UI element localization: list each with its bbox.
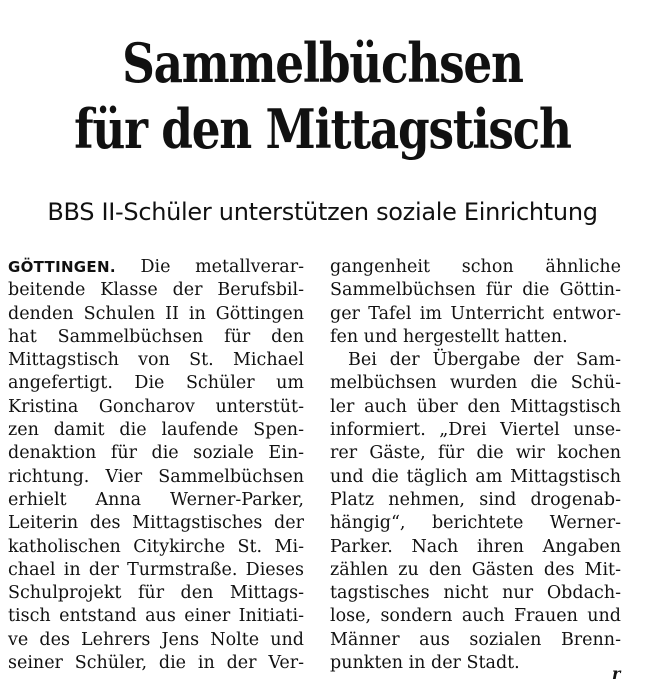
article-line: informiert. „Drei Viertel unse- [330, 420, 621, 441]
headline-line-2: für den Mittagstisch [74, 97, 571, 161]
article-line: Kristina Goncharov unterstüt- [8, 396, 304, 417]
article-line: chael in der Turmstraße. Dieses [8, 559, 304, 580]
article-line: hängig“, berichtete Werner- [330, 513, 621, 534]
headline [52, 30, 594, 162]
article-line: fen und hergestellt hatten. [330, 326, 568, 347]
article-line: lose, sondern auch Frauen und [330, 606, 621, 627]
article-column-left [8, 256, 304, 675]
article-line: ger Tafel im Unterricht entwor- [330, 303, 621, 324]
article-line: katholischen Citykirche St. Mi- [8, 536, 304, 557]
article-line: gangenheit schon ähnliche [330, 257, 621, 277]
dateline: GÖTTINGEN. [8, 258, 116, 276]
author-mark: r [612, 664, 621, 683]
article-line: beitende Klasse der Berufsbil- [8, 280, 304, 301]
article-line: Sammelbüchsen für die Göttin- [330, 280, 621, 301]
article-line: tagstisches nicht nur Obdach- [330, 583, 621, 604]
article-line: zen damit die laufende Spen- [8, 420, 304, 441]
article-line: Leiterin des Mittagstisches der [8, 513, 304, 534]
article-line: erhielt Anna Werner-Parker, [8, 489, 304, 510]
article-line [8, 256, 304, 279]
article-line: melbüchsen wurden die Schü- [330, 373, 621, 394]
article-line: punkten in der Stadt. [330, 653, 520, 674]
article-line: ler auch über den Mittagstisch [330, 396, 621, 417]
headline-line-1: Sammelbüchsen [122, 31, 523, 95]
article-line: ve des Lehrers Jens Nolte und [8, 629, 304, 650]
article-line: und die täglich am Mittagstisch [330, 466, 621, 487]
article-line: tisch entstand aus einer Initiati- [8, 606, 304, 627]
article-line: Mittagstisch von St. Michael [8, 350, 304, 371]
article-line: Bei der Übergabe der Sam- [348, 350, 621, 371]
article-line: rer Gäste, für die wir kochen [330, 443, 621, 464]
article-line: denaktion für die soziale Ein- [8, 443, 304, 464]
article-line: denden Schulen II in Göttingen [8, 303, 304, 324]
article-line-text: Die metallverar- [115, 257, 304, 277]
article-line: richtung. Vier Sammelbüchsen [8, 466, 304, 487]
article-line: Parker. Nach ihren Angaben [330, 536, 621, 557]
subheadline: BBS II-Schüler unterstützen soziale Einrichtung [47, 198, 598, 226]
article-column-right [330, 256, 621, 675]
article-line: hat Sammelbüchsen für den [8, 326, 304, 347]
article-line: seiner Schüler, die in der Ver- [8, 653, 304, 674]
article-line: Platz nehmen, sind drogenab- [330, 489, 621, 510]
article-line: angefertigt. Die Schüler um [8, 373, 304, 394]
article-line: zählen zu den Gästen des Mit- [330, 559, 621, 580]
article-line: Männer aus sozialen Brenn- [330, 629, 621, 650]
article-line: Schulprojekt für den Mittags- [8, 583, 304, 604]
